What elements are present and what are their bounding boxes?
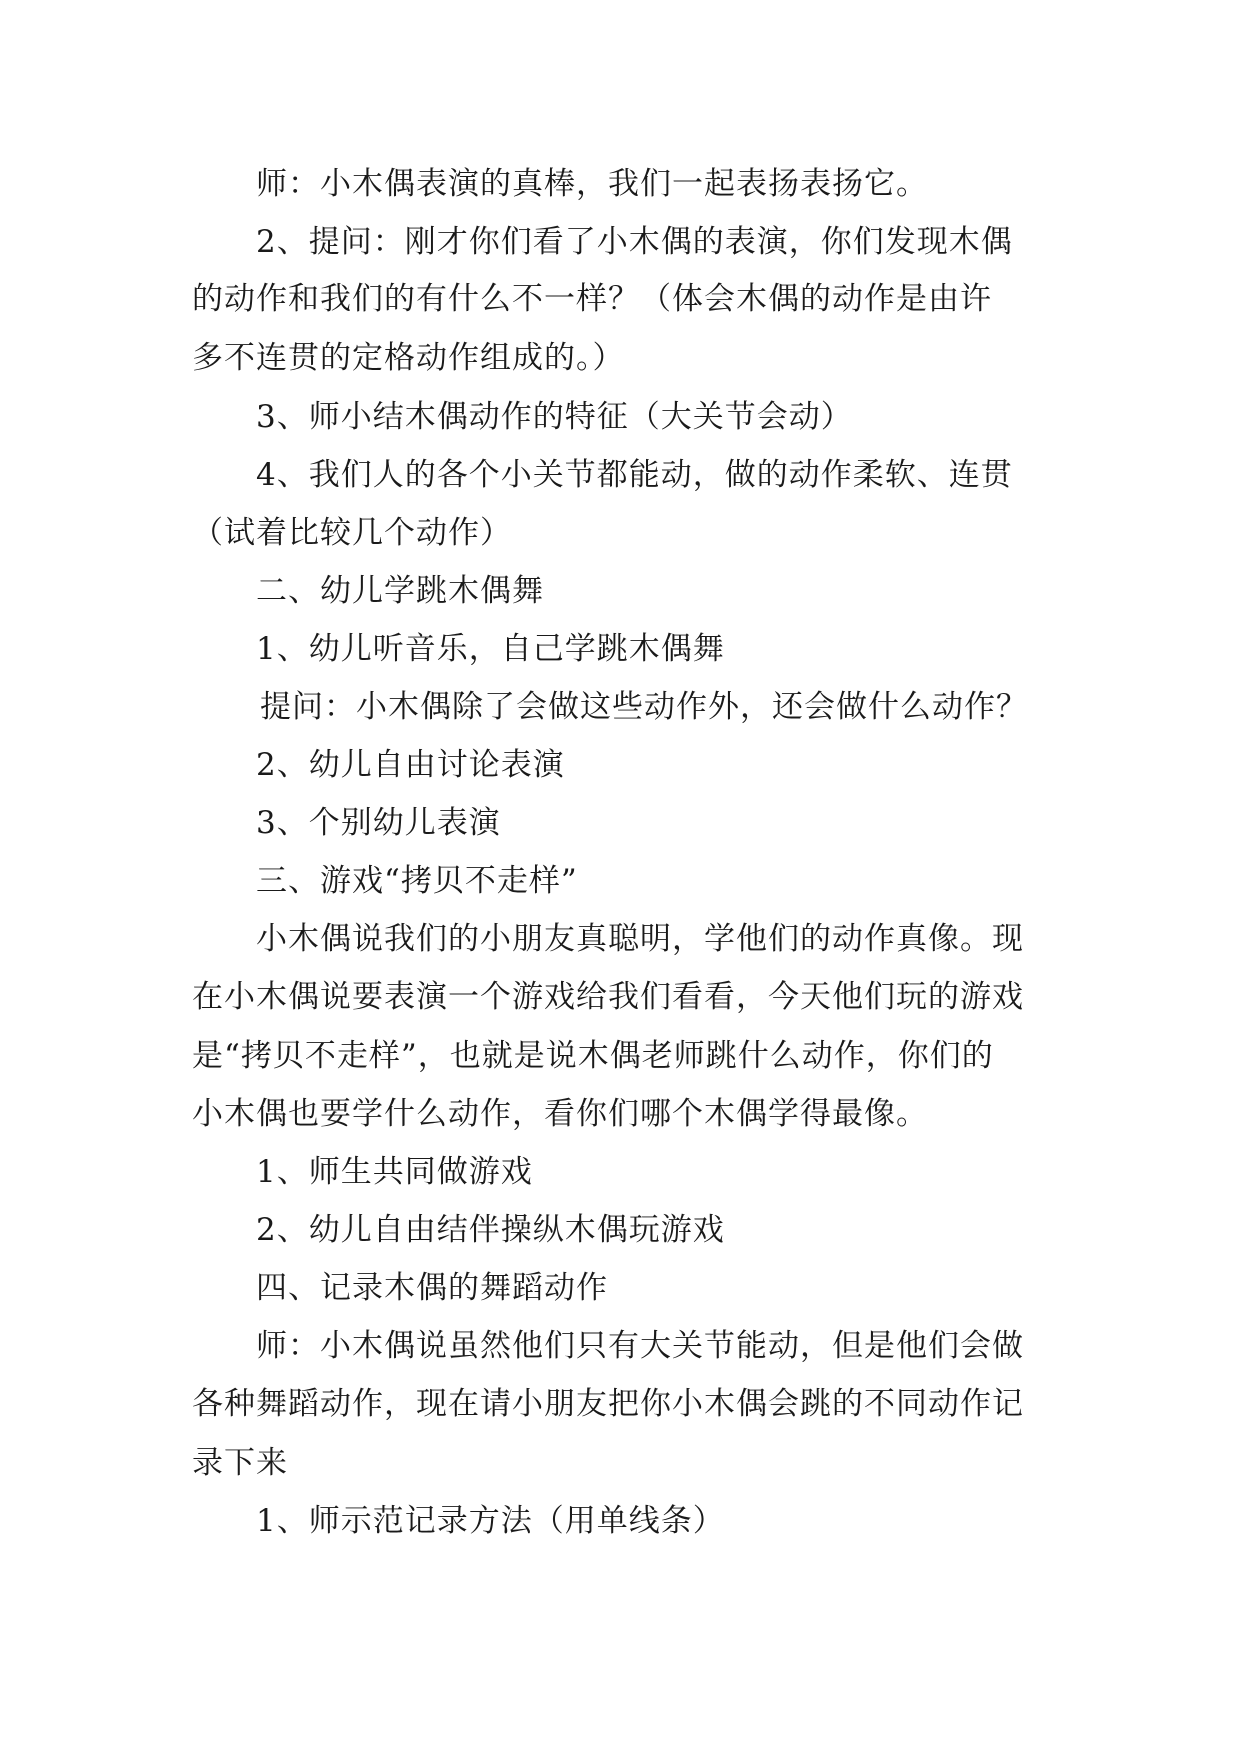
text-line: 3、师小结木偶动作的特征（大关节会动） [256, 399, 853, 435]
section-heading: 四、记录木偶的舞蹈动作 [256, 1270, 608, 1306]
text-line: 1、幼儿听音乐，自己学跳木偶舞 [256, 631, 725, 667]
text-line: 1、师生共同做游戏 [256, 1154, 533, 1190]
text-line: 1、师示范记录方法（用单线条） [256, 1503, 725, 1539]
text-line: 2、提问：刚才你们看了小木偶的表演，你们发现木偶 [256, 224, 1013, 260]
text-line: （试着比较几个动作） [192, 515, 512, 551]
text-line: 3、个别幼儿表演 [256, 805, 501, 841]
text-line: 2、幼儿自由讨论表演 [256, 747, 565, 783]
section-heading: 三、游戏“拷贝不走样” [256, 863, 578, 899]
text-line: 多不连贯的定格动作组成的。） [192, 340, 625, 376]
text-line: 4、我们人的各个小关节都能动，做的动作柔软、连贯 [256, 457, 1013, 493]
text-line: 师：小木偶表演的真棒，我们一起表扬表扬它。 [256, 166, 928, 202]
text-line: 各种舞蹈动作，现在请小朋友把你小木偶会跳的不同动作记 [192, 1386, 1024, 1422]
text-line: 录下来 [192, 1445, 288, 1481]
text-line: 师：小木偶说虽然他们只有大关节能动，但是他们会做 [256, 1328, 1024, 1364]
text-line: 小木偶也要学什么动作，看你们哪个木偶学得最像。 [192, 1096, 928, 1132]
text-line: 提问：小木偶除了会做这些动作外，还会做什么动作？ [260, 689, 1028, 725]
text-line: 在小木偶说要表演一个游戏给我们看看，今天他们玩的游戏 [192, 979, 1024, 1015]
text-line: 小木偶说我们的小朋友真聪明，学他们的动作真像。现 [256, 921, 1024, 957]
section-heading: 二、幼儿学跳木偶舞 [256, 573, 544, 609]
text-line: 是“拷贝不走样”，也就是说木偶老师跳什么动作，你们的 [192, 1038, 994, 1074]
text-line: 的动作和我们的有什么不一样？（体会木偶的动作是由许 [192, 281, 992, 317]
text-line: 2、幼儿自由结伴操纵木偶玩游戏 [256, 1212, 725, 1248]
